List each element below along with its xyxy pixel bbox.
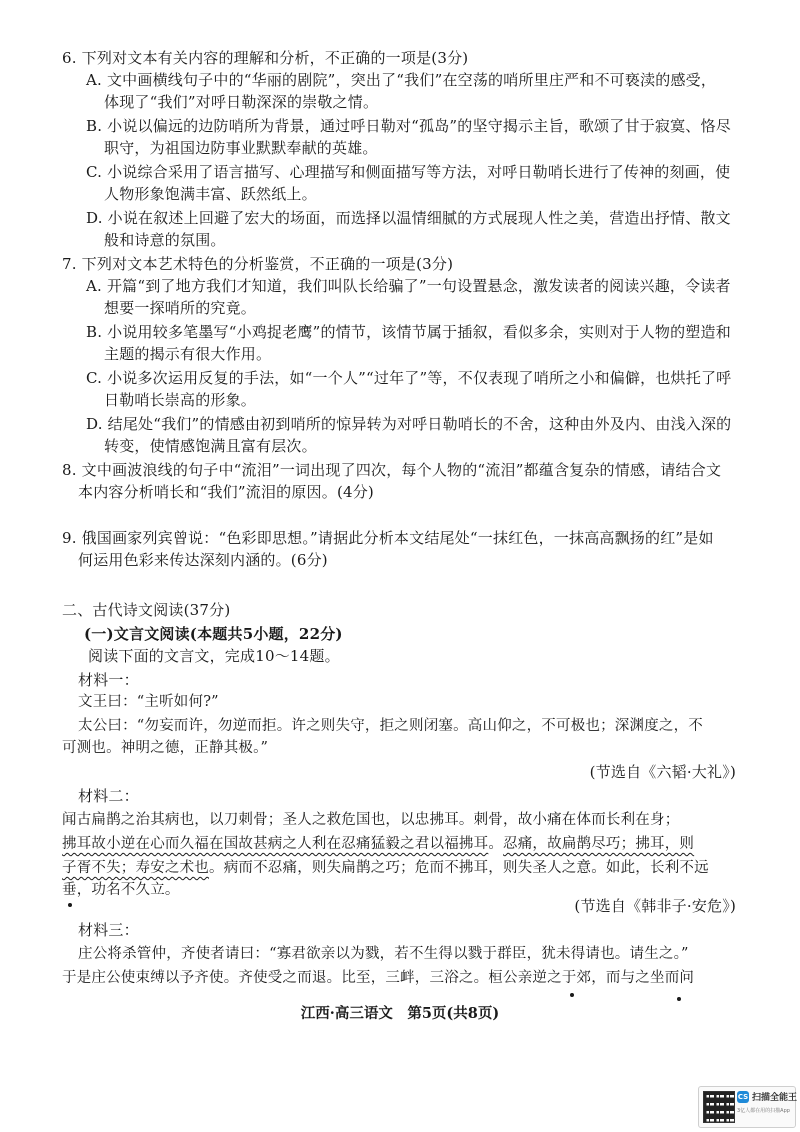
section-heading: 二、古代诗文阅读(37分) [62,601,231,619]
material-3-line-2: 于是庄公使束缚以予齐使。齐使受之而退。比至，三衅，三浴之。桓公亲逆之于郊，而与之坐而问 [62,970,695,986]
subsection-heading: (一)文言文阅读(本题共5小题，22分) [84,625,343,643]
material-3-line-1: 庄公将杀管仲，齐使者请曰：“寡君欲亲以为戮，若不生得以戮于群臣，犹未得请也。请生之。” [78,946,689,962]
q8-line-1: 8. 文中画波浪线的句子中“流泪”一词出现了四次，每个人物的“流泪”都蕴含复杂的情感，请结合文 [62,461,722,479]
wavy-underlined-passage: 拂耳故小逆在心而久福在国故甚病之人利在忍痛猛毅之君以福拂耳 [62,836,489,852]
material-1-source: (节选自《六韬·大礼》) [589,763,736,781]
material-2-line-4: 垂，功名不久立。 [62,882,180,898]
material-2-line-3-rest: 。病而不忍痛，则失扁鹊之巧；危而不拂耳，则失圣人之意。如此，长利不远 [209,860,709,876]
scanner-app-tagline: 3亿人都在用的扫描App [737,1108,790,1114]
material-3-label: 材料三： [78,921,139,939]
q7-option-b: B. 小说用较多笔墨写“小鸡捉老鹰”的情节，该情节属于插叙，看似多余，实则对于人物的塑造和 [86,323,731,341]
q6-option-b: B. 小说以偏远的边防哨所为背景，通过呼日勒对“孤岛”的坚守揭示主旨，歌颂了甘于寂寞、恪尽 [86,117,731,135]
material-1-line-2: 太公曰：“勿妄而许，勿逆而拒。许之则失守，拒之则闭塞。高山仰之，不可极也；深渊度之，不 [78,718,704,734]
q6-option-d: D. 小说在叙述上回避了宏大的场面，而选择以温情细腻的方式展现人性之美，营造出抒情、散文 [86,209,731,227]
q7-option-c-cont: 日勒哨长崇高的形象。 [104,391,257,409]
underlined-passage: 忍痛，故扁鹊尽巧；拂耳，则 [503,836,695,852]
q7-stem: 7. 下列对文本艺术特色的分析鉴赏，不正确的一项是(3分) [62,255,454,273]
scanner-watermark [698,1086,796,1128]
q6-option-a-cont: 体现了“我们”对呼日勒深深的崇敬之情。 [104,93,379,111]
material-2-line-2 [62,834,694,854]
camscanner-logo-icon: CS [737,1093,749,1101]
scanner-app-name: 扫描全能王 [752,1093,798,1103]
q6-option-c-cont: 人物形象饱满丰富、跃然纸上。 [104,185,317,203]
q7-option-b-cont: 主题的揭示有很大作用。 [104,345,272,363]
q6-option-a: A. 文中画横线句子中的“华丽的剧院”，突出了“我们”在空荡的哨所里庄严和不可亵渎的感受， [86,71,717,89]
q8-line-2: 本内容分析哨长和“我们”流泪的原因。(4分) [78,483,374,501]
q9-line-1: 9. 俄国画家列宾曾说：“色彩即思想。”请据此分析本文结尾处“一抹红色，一抹高高飘扬的红”是如 [62,529,714,547]
material-1-line-1: 文王曰：“主听如何?” [78,694,219,710]
q7-option-a: A. 开篇“到了地方我们才知道，我们叫队长给骗了”一句设置悬念，激发读者的阅读兴趣，令读者 [86,277,731,295]
emphasis-dot [570,993,574,997]
q7-option-d: D. 结尾处“我们”的情感由初到哨所的惊异转为对呼日勒哨长的不舍，这种由外及内、由浅入深的 [86,415,732,433]
q6-option-b-cont: 职守，为祖国边防事业默默奉献的英雄。 [104,139,378,157]
qr-code-icon [703,1091,735,1123]
q6-option-c: C. 小说综合采用了语言描写、心理描写和侧面描写等方法，对呼日勒哨长进行了传神的刻画，使 [86,163,731,181]
q7-option-a-cont: 想要一探哨所的究竟。 [104,299,257,317]
q9-line-2: 何运用色彩来传达深刻内涵的。(6分) [78,551,328,569]
underlined-passage-end: 子胥不失；寿安之术也 [62,860,209,876]
q7-option-c: C. 小说多次运用反复的手法，如“一个人”“过年了”等，不仅表现了哨所之小和偏僻，也烘托了呼 [86,369,732,387]
q7-option-d-cont: 转变，使情感饱满且富有层次。 [104,437,317,455]
material-2-line-1: 闻古扁鹊之治其病也，以刀刺骨；圣人之救危国也，以忠拂耳。刺骨，故小痛在体而长利在身； [62,812,680,828]
q6-option-d-cont: 般和诗意的氛围。 [104,231,226,249]
punctuation: 。 [488,836,504,852]
reading-instruction: 阅读下面的文言文，完成10～14题。 [88,647,340,665]
emphasis-dot [677,997,681,1001]
emphasis-dot [68,903,72,907]
material-2-source: (节选自《韩非子·安危》) [574,897,736,915]
material-1-line-3: 可测也。神明之德，正静其极。” [62,740,269,756]
page-footer: 江西·高三语文 第5页(共8页) [300,1005,500,1022]
material-1-label: 材料一： [78,671,139,689]
material-2-line-3 [62,858,709,878]
q6-stem: 6. 下列对文本有关内容的理解和分析，不正确的一项是(3分) [62,49,469,67]
material-2-label: 材料二： [78,787,139,805]
